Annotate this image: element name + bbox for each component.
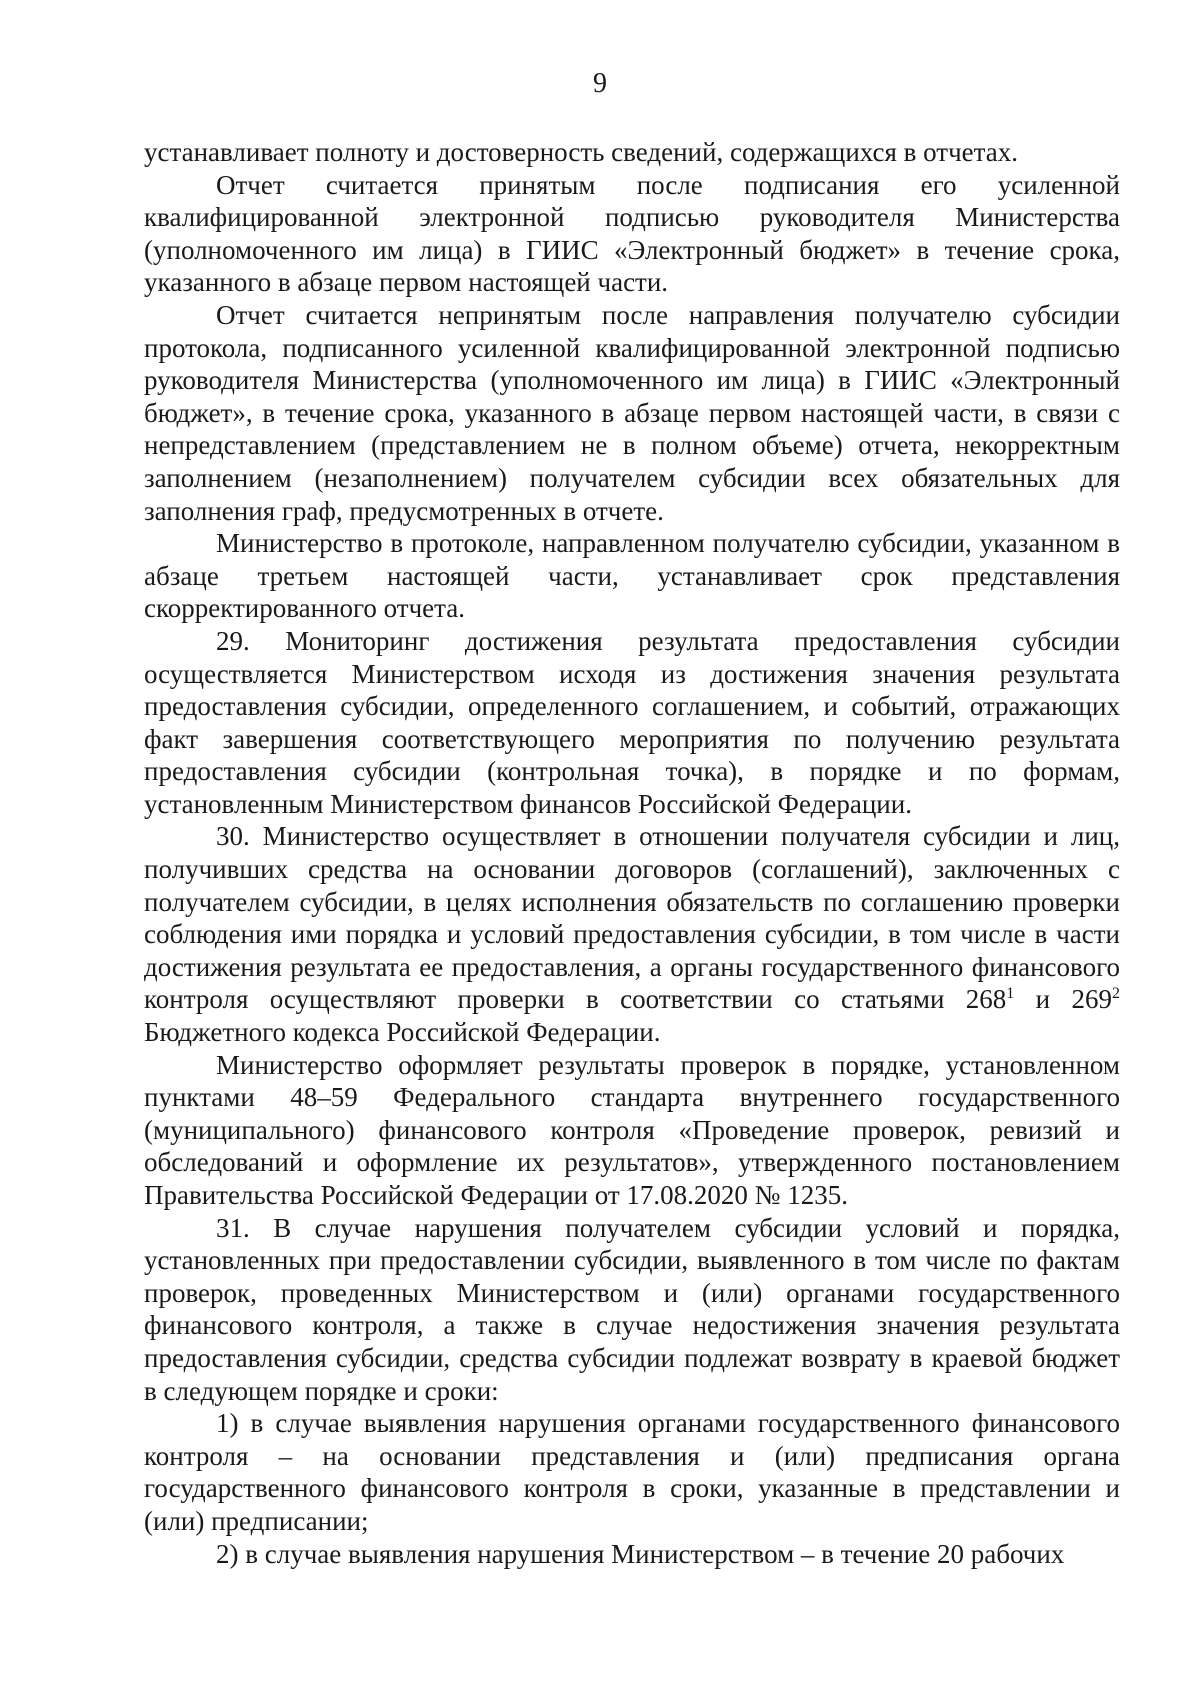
paragraph-corrected-report-deadline: Министерство в протоколе, направленном получателю субсидии, указанном в абзаце третьем настоящей части, устанавливает срок представления скорректированного отчета. (144, 528, 1120, 624)
paragraph-subitem-1: 1) в случае выявления нарушения органами государственного финансового контроля – на основании представления и (или) предписания органа государственного финансового контроля в сроки, указанные в представлении и (или) предписании; (144, 1408, 1120, 1536)
document-body (144, 136, 1120, 1570)
item-30-superscript-1: 1 (1006, 985, 1015, 1003)
item-30-text-part2: и 269 (1014, 984, 1113, 1015)
paragraph-item-30 (144, 820, 1120, 1048)
paragraph-item-29: 29. Мониторинг достижения результата предоставления субсидии осуществляется Министерством исходя из достижения значения результата предоставления субсидии, определенного соглашением, и событий, отражающих факт завершения соответствующего мероприятия по получению результата предоставления субсидии (контрольная точка), в порядке и по формам, установленным Министерством финансов Российской Федерации. (144, 625, 1120, 819)
paragraph-continuation: устанавливает полноту и достоверность сведений, содержащихся в отчетах. (144, 137, 1019, 167)
paragraph-report-accepted: Отчет считается принятым после подписания его усиленной квалифицированной электронной подписью руководителя Министерства (уполномоченного им лица) в ГИИС «Электронный бюджет» в течение срока, указанного в абзаце первом настоящей части. (144, 169, 1120, 298)
paragraph-inspection-results: Министерство оформляет результаты проверок в порядке, установленном пунктами 48–59 Федерального стандарта внутреннего государственного (муниципального) финансового контроля «Проведение проверок, ревизий и обследований и оформление их результатов», утвержденного постановлением Правительства Российской Федерации от 17.08.2020 № 1235. (144, 1049, 1120, 1210)
paragraph-item-31: 31. В случае нарушения получателем субсидии условий и порядка, установленных при предоставлении субсидии, выявленного в том числе по фактам проверок, проведенных Министерством и (или) органами государственного финансового контроля, а также в случае недостижения значения результата предоставления субсидии, средства субсидии подлежат возврату в краевой бюджет в следующем порядке и сроки: (144, 1212, 1120, 1406)
item-30-text-part1: 30. Министерство осуществляет в отношении получателя субсидии и лиц, получивших средства на основании договоров (соглашений), заключенных с получателем субсидии, в целях исполнения обязательств по соглашению проверки соблюдения ими порядка и условий предоставления субсидии, в том числе в части достижения результата ее предоставления, а органы государственного финансового контроля осуществляют проверки в соответствии со статьями 268 (144, 821, 1120, 1015)
item-30-text-part3: Бюджетного кодекса Российской Федерации. (144, 1017, 661, 1048)
paragraph-report-rejected: Отчет считается непринятым после направления получателю субсидии протокола, подписанного усиленной квалифицированной электронной подписью руководителя Министерства (уполномоченного им лица) в ГИИС «Электронный бюджет», в течение срока, указанного в абзаце первом настоящей части, в связи с непредставлением (представлением не в полном объеме) отчета, некорректным заполнением (незаполнением) получателем субсидии всех обязательных для заполнения граф, предусмотренных в отчете. (144, 299, 1120, 526)
page-number: 9 (593, 68, 607, 99)
item-30-superscript-2: 2 (1112, 985, 1121, 1003)
paragraph-subitem-2: 2) в случае выявления нарушения Министерством – в течение 20 рабочих (216, 1538, 1065, 1569)
